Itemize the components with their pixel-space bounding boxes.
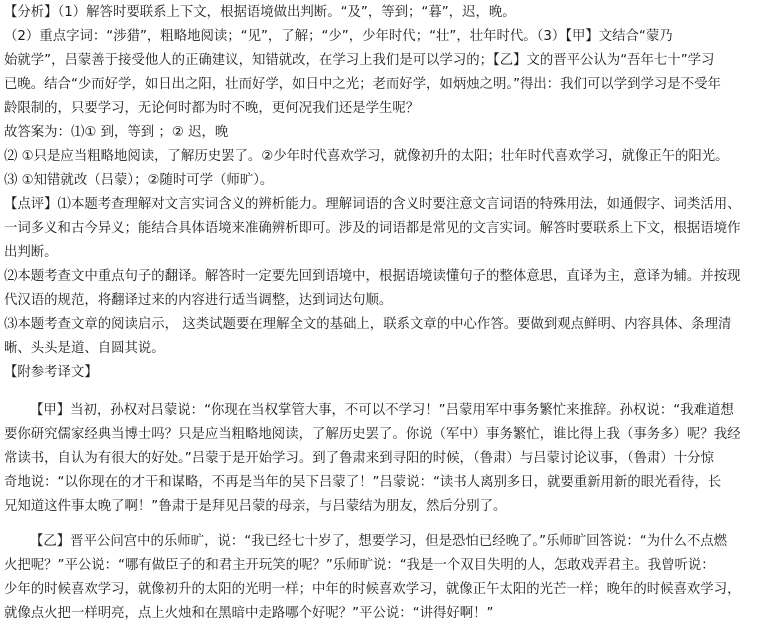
translation-line: 要你研究儒家经典当博士吗？只是应当粗略地阅读，了解历史罢了。你说（军中）事务繁忙，谁比得上我（事务多）呢？我经 — [4, 427, 741, 442]
translation-section — [4, 361, 776, 626]
paragraph-spacer — [4, 385, 776, 399]
translation-line: 常读书，自认为有很大的好处。”吕蒙于是开始学习。到了鲁肃来到寻阳的时候，（鲁肃）与吕蒙讨论议事，（鲁肃）十分惊 — [4, 451, 714, 466]
analysis-section — [4, 1, 776, 121]
comment-section — [4, 193, 776, 361]
answer-section — [4, 121, 776, 193]
analysis-line: 【分析】（1）解答时要联系上下文，根据语境做出判断。“及”，等到；“暮”，迟，晚。 — [4, 5, 516, 20]
translation-line: 【甲】当初，孙权对吕蒙说：“你现在当权掌管大事，不可以不学习！”吕蒙用军中事务繁忙来推辞。孙权说：“我难道想 — [30, 403, 734, 418]
translation-line: 少年的时候喜欢学习，就像初升的太阳的光明一样；中年的时候喜欢学习，就像正午太阳的光芒一样；晚年的时候喜欢学习， — [4, 582, 741, 597]
comment-line: 晰、头头是道、自圆其说。 — [4, 341, 165, 356]
comment-line: 【点评】⑴本题考查理解对文言实词含义的辨析能力。理解词语的含义时要注意文言词语的特殊用法，如通假字、词类活用、 — [4, 197, 741, 212]
paragraph-spacer — [4, 519, 776, 530]
translation-paragraph-jia — [4, 399, 776, 519]
answer-line: 故答案为：⑴① 到，等到 ；② 迟，晚 — [4, 125, 229, 140]
answer-line: ⑵ ①只是应当粗略地阅读，了解历史罢了。②少年时代喜欢学习，就像初升的太阳；壮年时代喜欢学习，就像正午的阳光。 — [4, 149, 729, 164]
translation-line: 兄知道这件事太晚了啊！”鲁肃于是拜见吕蒙的母亲，与吕蒙结为朋友，然后分别了。 — [4, 499, 507, 514]
analysis-line: 始就学”，吕蒙善于接受他人的正确建议，知错就改，在学习上我们是可以学习的；【乙】文的晋平公认为“吾年七十”学习 — [4, 53, 715, 68]
translation-line: 就像点火把一样明亮，点上火烛和在黑暗中走路哪个好呢？”平公说：“讲得好啊！” — [4, 606, 494, 621]
comment-line: 一词多义和古今异义；能结合具体语境来准确辨析即可。涉及的词语都是常见的文言实词。解答时要联系上下文，根据语境作 — [4, 221, 741, 236]
translation-paragraph-yi — [4, 530, 776, 626]
analysis-line: （2）重点字词：“涉猎”，粗略地阅读；“见”，了解；“少”，少年时代；“壮”，壮年时代。（3）【甲】文结合“蒙乃 — [4, 29, 673, 44]
analysis-line: 已晚。结合“少而好学，如日出之阳，壮而好学，如日中之光；老而好学，如炳烛之明。”得出：我们可以学到学习是不受年 — [4, 77, 721, 92]
translation-line: 【乙】晋平公问宫中的乐师旷，说：“我已经七十岁了，想要学习，但是恐怕已经晚了。”乐师旷回答说：“为什么不点燃 — [30, 534, 728, 549]
answer-line: ⑶ ①知错就改（吕蒙）；②随时可学（师旷）。 — [4, 173, 274, 188]
comment-line: 代汉语的规范，将翻译过来的内容进行适当调整，达到词达句顺。 — [4, 293, 393, 308]
comment-line: 出判断。 — [4, 245, 58, 260]
translation-heading: 【附参考译文】 — [4, 365, 98, 380]
translation-line: 火把呢？”平公说：“哪有做臣子的和君主开玩笑的呢？”乐师旷说：“我是一个双目失明的人，怎敢戏弄君主。我曾听说： — [4, 558, 715, 573]
comment-line: ⑵本题考查文中重点句子的翻译。解答时一定要先回到语境中，根据语境读懂句子的整体意思，直译为主，意译为辅。并按现 — [4, 269, 741, 284]
comment-line: ⑶本题考查文章的阅读启示， 这类试题要在理解全文的基础上，联系文章的中心作答。要做到观点鲜明、内容具体、条理清 — [4, 317, 732, 332]
analysis-line: 龄限制的，只要学习，无论何时都为时不晚，更何况我们还是学生呢？ — [4, 101, 420, 116]
translation-line: 奇地说：“以你现在的才干和谋略，不再是当年的吴下吕蒙了！”吕蒙说：“读书人离别多日，就要重新用新的眼光看待，长 — [4, 475, 722, 490]
